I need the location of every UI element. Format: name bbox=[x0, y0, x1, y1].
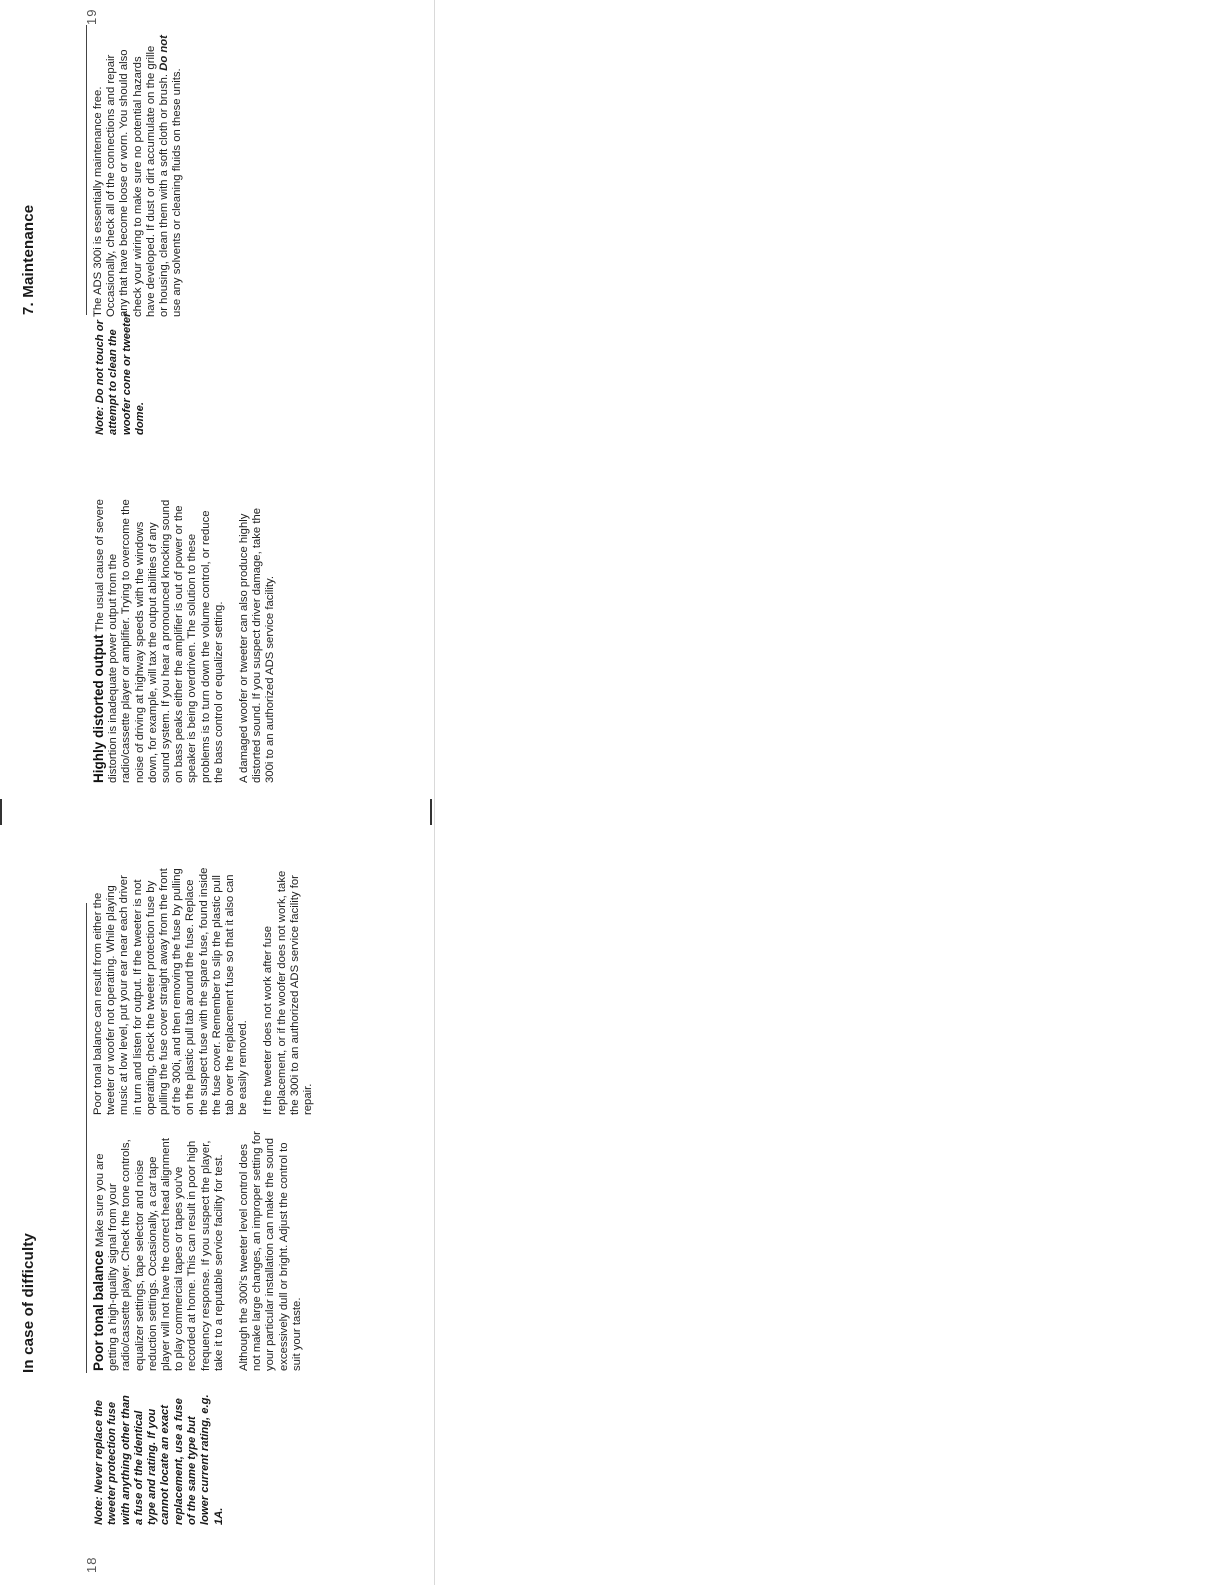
emphasis-do-not: Do not bbox=[158, 35, 171, 71]
paragraph-distorted-output bbox=[92, 499, 226, 783]
heading-rule-right bbox=[86, 25, 87, 315]
page-number-left: 18 bbox=[84, 1556, 99, 1573]
paragraph-poor-tonal-balance bbox=[92, 1129, 226, 1371]
paragraph-damaged-driver: A damaged woofer or tweeter can also produce highly distorted sound. If you suspect driver damage, take the 300i to an authorized ADS service facility. bbox=[238, 507, 277, 783]
lead-highly-distorted-output: Highly distorted output bbox=[91, 634, 106, 783]
paragraph-repair: If the tweeter does not work after fuse replacement, or if the woofer does not work, take the 300i to an authorized ADS service facility for repair. bbox=[262, 870, 315, 1115]
paragraph-tweeter-level: Although the 300i's tweeter level control does not make large changes, an improper setting for your particular installation can make the sound excessively dull or bright. Adjust the control to suit your taste. bbox=[238, 1131, 303, 1371]
note-fuse-warning: Note: Never replace the tweeter protection fuse with anything other than a fuse of the identical type and rating. If you cannot locate an exact replacement, use a fuse of the same type but lower current rating, e.g. 1A. bbox=[93, 1394, 225, 1525]
paragraph-maintenance bbox=[92, 35, 184, 317]
heading-in-case-of-difficulty: In case of difficulty bbox=[20, 1232, 37, 1373]
page-number-right: 19 bbox=[84, 8, 99, 25]
text-maintenance: The ADS 300i is essentially maintenance free. Occasionally, check all of the connections and repair any that have become loose or worn. You should also check your wiring to make sure no potential hazards have developed. If dust or dirt accumulate on the grille or housing, clean them with a soft cloth or brush. bbox=[92, 45, 171, 317]
column-highly-distorted-output bbox=[92, 499, 290, 783]
crop-mark-top bbox=[0, 799, 2, 825]
column-maintenance bbox=[92, 35, 196, 317]
paragraph-fuse-replacement: Poor tonal balance can result from either the tweeter or woofer not operating. While playing music at low level, put your ear near each driver in turn and listen for output. If the tweeter is not operating, check the tweeter protection fuse by pulling the fuse cover straight away from the front of the 300i, and then removing the fuse by pulling on the plastic pull tab around the fuse. Replace the suspect fuse with the spare fuse, found inside the fuse cover. Remember to slip the plastic pull tab over the replacement fuse so that it also can be easily removed. bbox=[92, 867, 250, 1115]
heading-rule-left bbox=[86, 903, 87, 1373]
fold-line bbox=[434, 0, 435, 1585]
column-driver-check bbox=[92, 865, 327, 1115]
text-maintenance-end: use any solvents or cleaning fluids on these units. bbox=[171, 68, 184, 317]
crop-mark-bottom bbox=[430, 799, 432, 825]
note-do-not-touch: Note: Do not touch or attempt to clean the woofer cone or tweeter dome. bbox=[94, 312, 146, 435]
column-poor-tonal-balance bbox=[92, 1129, 316, 1371]
rotated-manual-spread bbox=[0, 0, 432, 1585]
heading-maintenance: 7. Maintenance bbox=[20, 204, 37, 315]
lead-poor-tonal-balance: Poor tonal balance bbox=[91, 1250, 106, 1371]
blank-page bbox=[432, 0, 1225, 1585]
text-poor-tonal-balance: Make sure you are getting a high-quality signal from your radio/cassette player. Check the tone controls, equalizer settings, tape selector and noise reduction settings. Occasionally, a car tape player will not have the correct head alignment to play commercial tapes or tapes you've recorded at home. This can result in poor high frequency response. If you suspect the player, take it to a reputable service facility for test. bbox=[94, 1138, 225, 1371]
text-distorted-output: The usual cause of severe distortion is inadequate power output from the radio/cassette player or amplifier. Trying to overcome the noise of driving at highway speeds with the windows down, for example, will tax the output abilities of any sound system. If you hear a pronounced knocking sound on bass peaks either the amplifier is out of power or the speaker is being overdriven. The solution to these problems is to turn down the volume control, or reduce the bass control or equalizer setting. bbox=[94, 499, 225, 783]
